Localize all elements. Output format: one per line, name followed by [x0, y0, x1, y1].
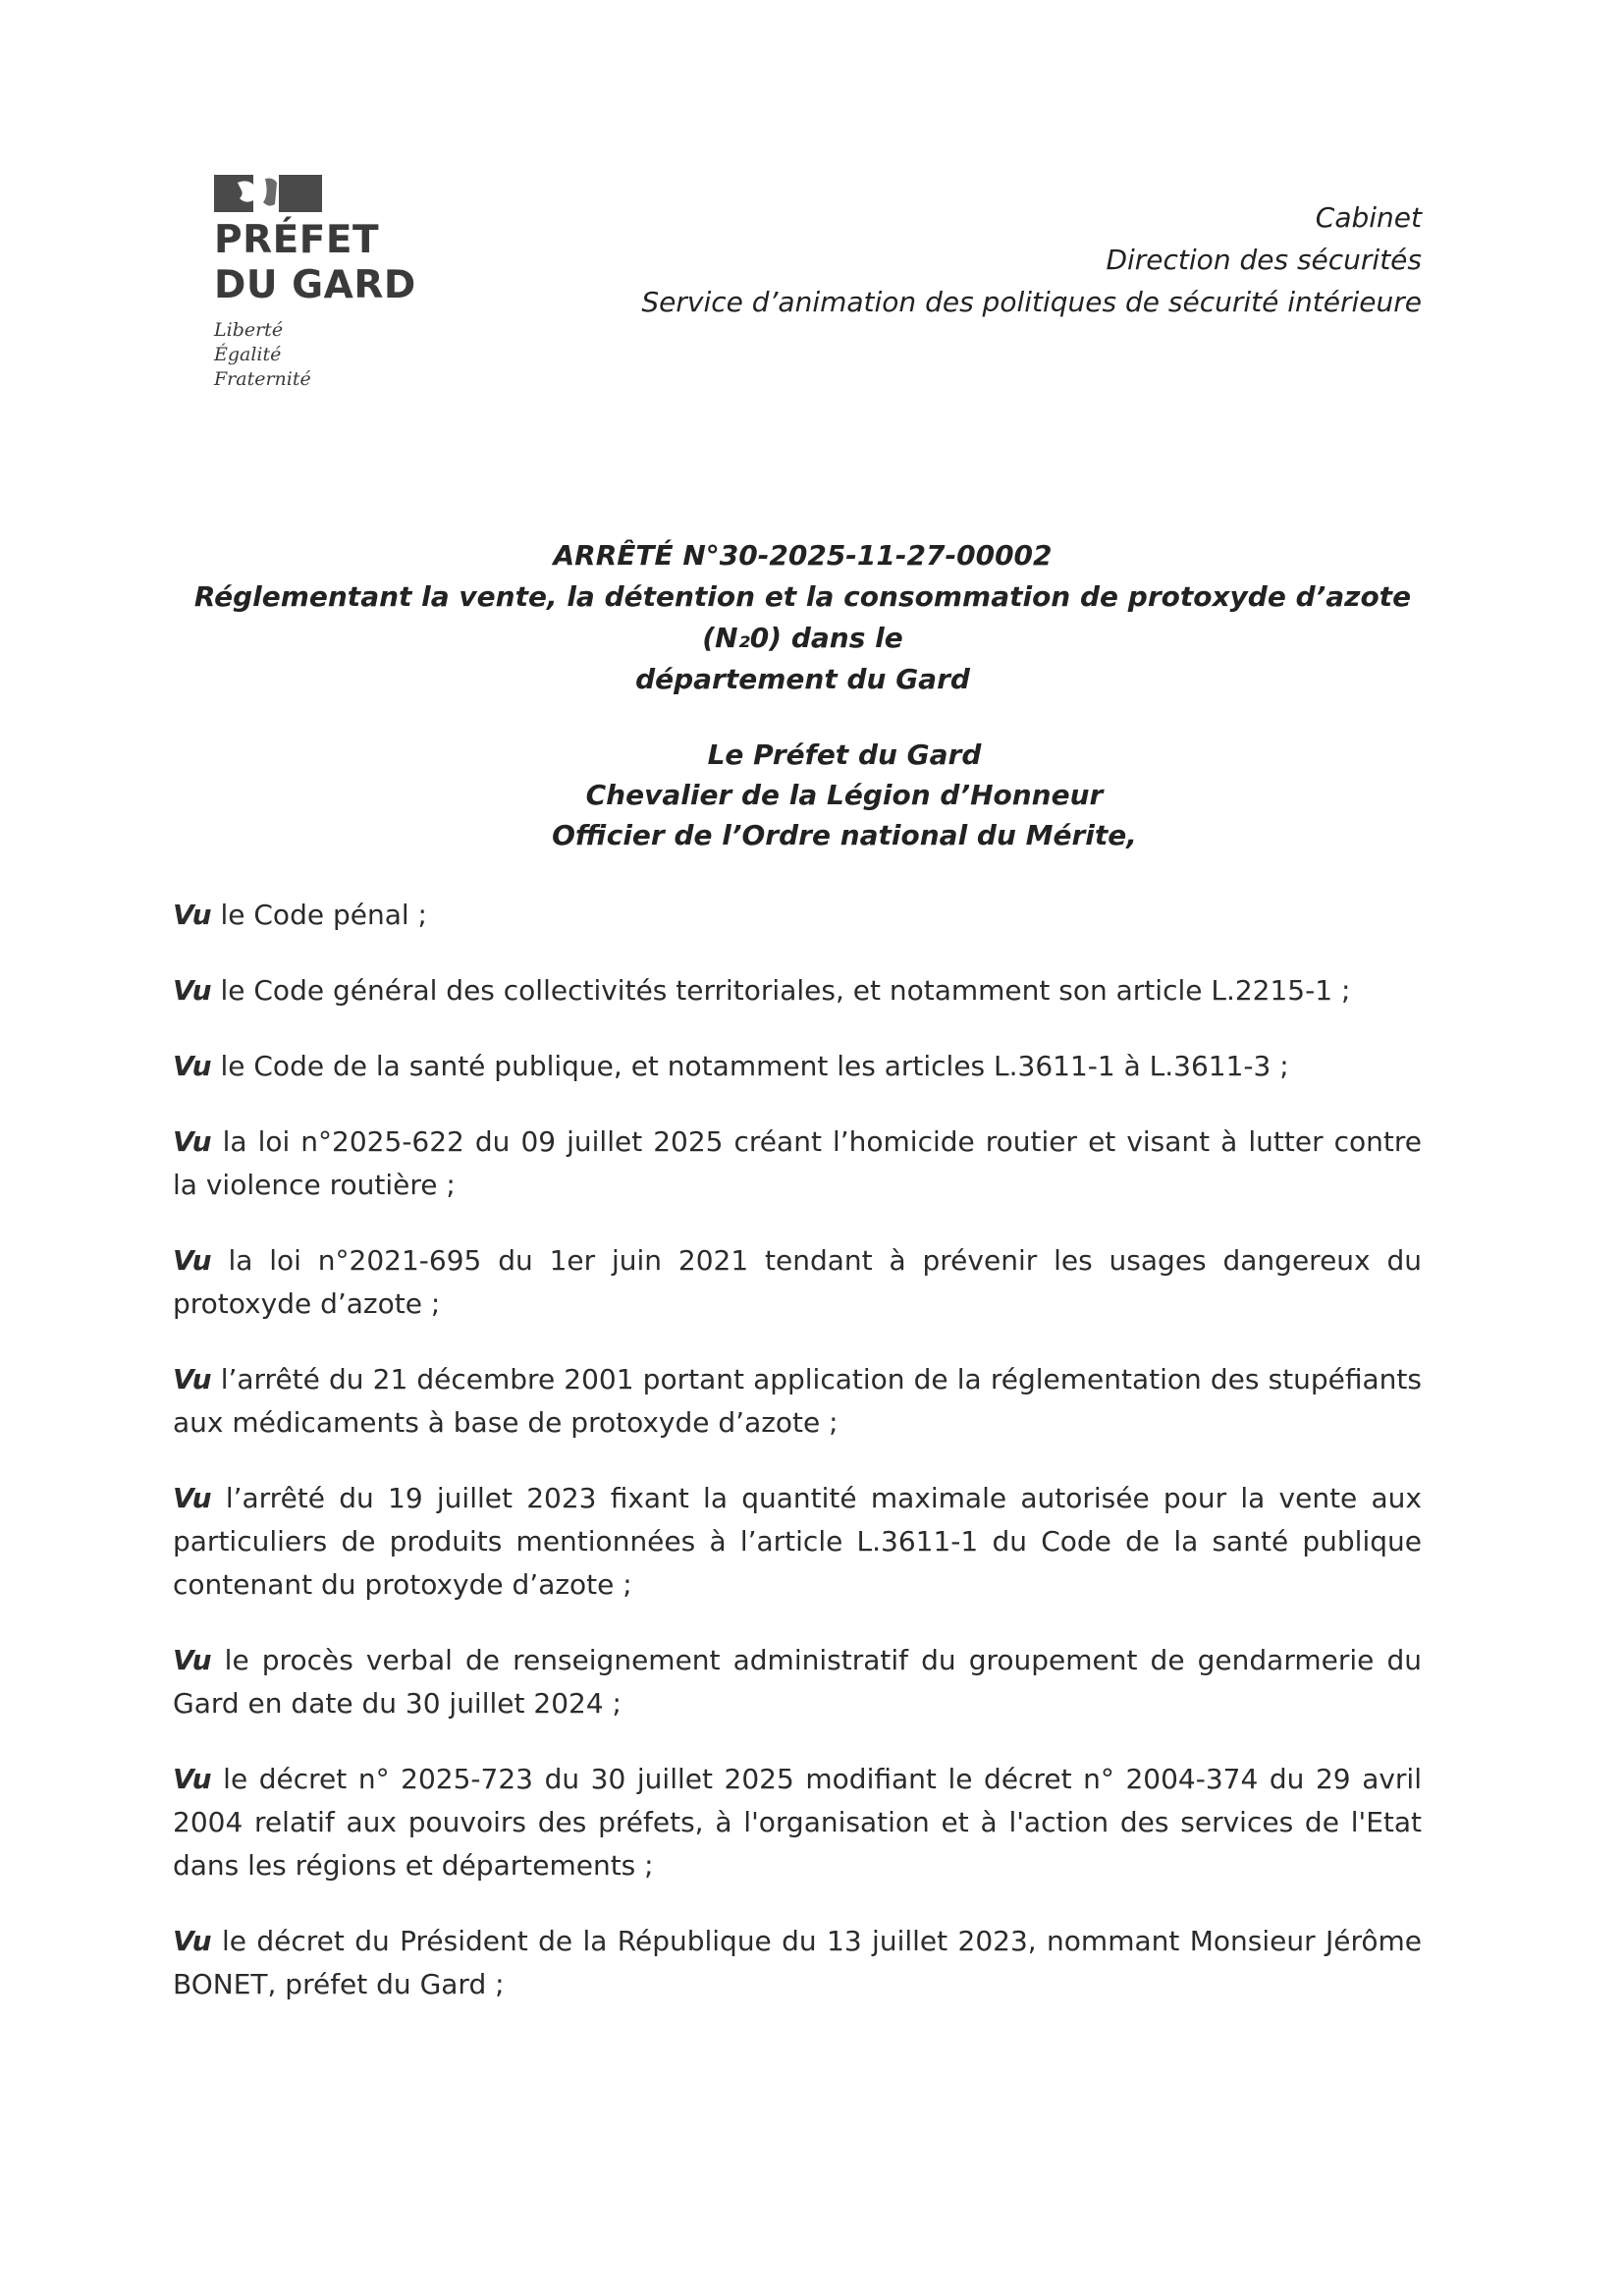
decree-number: ARRÊTÉ N°30-2025-11-27-00002 [553, 539, 1053, 572]
prefecture-logo [214, 175, 450, 392]
visa-vu: Vu [173, 974, 212, 1007]
prefect-order: Officier de l’Ordre national du Mérite, [552, 819, 1137, 851]
visa-vu: Vu [173, 1125, 212, 1158]
visa-text: le décret n° 2025-723 du 30 juillet 2025 modifiant le décret n° 2004-374 du 29 avril 2004 relatif aux pouvoirs des préfets, à l'organisation et à l'action des services de l'Etat dans les régions et départements ; [173, 1763, 1422, 1882]
service-direction: Direction des sécurités [1106, 244, 1422, 276]
visa-item [173, 1639, 1422, 1725]
republic-motto [214, 318, 450, 392]
visa-text: le Code de la santé publique, et notamment les articles L.3611-1 à L.3611-3 ; [211, 1050, 1289, 1082]
visa-text: le Code général des collectivités territoriales, et notamment son article L.2215-1 ; [211, 974, 1351, 1007]
decree-subject-line2: département du Gard [635, 663, 970, 695]
decree-title [177, 535, 1429, 700]
visa-vu: Vu [173, 1244, 212, 1277]
logo-title-line2: DU GARD [214, 263, 416, 307]
decree-subject-line1: Réglementant la vente, la détention et la consommation de protoxyde d’azote (N₂0) dans le [193, 580, 1412, 654]
visa-item [173, 1758, 1422, 1887]
prefect-name: Le Préfet du Gard [707, 738, 982, 771]
motto-fraternite: Fraternité [214, 368, 311, 390]
visa-item [173, 1358, 1422, 1445]
visa-vu: Vu [173, 1644, 212, 1676]
visa-text: l’arrêté du 19 juillet 2023 fixant la quantité maximale autorisée pour la vente aux particuliers de produits mentionnées à l’article L.3611-1 du Code de la santé publique contenant du protoxyde d’azote ; [173, 1482, 1422, 1601]
visa-vu: Vu [173, 1050, 212, 1082]
visa-item [173, 1045, 1422, 1088]
visa-vu: Vu [173, 1363, 212, 1395]
visa-text: le décret du Président de la République du 13 juillet 2023, nommant Monsieur Jérôme BONET, préfet du Gard ; [173, 1925, 1422, 2000]
visa-item [173, 894, 1422, 937]
logo-title-line1: PRÉFET [214, 218, 380, 262]
service-cabinet: Cabinet [1315, 201, 1422, 234]
visa-vu: Vu [173, 1482, 212, 1514]
visa-text: le procès verbal de renseignement administratif du groupement de gendarmerie du Gard en date du 30 juillet 2024 ; [173, 1644, 1422, 1720]
visa-item [173, 1477, 1422, 1607]
issuing-services [641, 196, 1422, 323]
motto-egalite: Égalité [214, 344, 282, 365]
visa-text: le Code pénal ; [211, 899, 427, 931]
logo-title [214, 218, 450, 308]
visa-vu: Vu [173, 899, 212, 931]
prefect-honour: Chevalier de la Légion d’Honneur [585, 779, 1104, 811]
visa-item [173, 1239, 1422, 1326]
visa-item [173, 1121, 1422, 1207]
visa-text: la loi n°2021-695 du 1er juin 2021 tendant à prévenir les usages dangereux du protoxyde d’azote ; [173, 1244, 1422, 1320]
visa-item [173, 969, 1422, 1012]
visas-list [173, 894, 1422, 2039]
visa-text: l’arrêté du 21 décembre 2001 portant application de la réglementation des stupéfiants aux médicaments à base de protoxyde d’azote ; [173, 1363, 1422, 1439]
prefect-titles [177, 735, 1512, 855]
visa-text: la loi n°2025-622 du 09 juillet 2025 créant l’homicide routier et visant à lutter contre la violence routière ; [173, 1125, 1422, 1201]
service-animation: Service d’animation des politiques de sécurité intérieure [641, 286, 1422, 318]
visa-vu: Vu [173, 1925, 212, 1957]
motto-liberte: Liberté [214, 319, 284, 341]
visa-item [173, 1920, 1422, 2006]
marianne-icon [214, 175, 324, 212]
visa-vu: Vu [173, 1763, 212, 1795]
